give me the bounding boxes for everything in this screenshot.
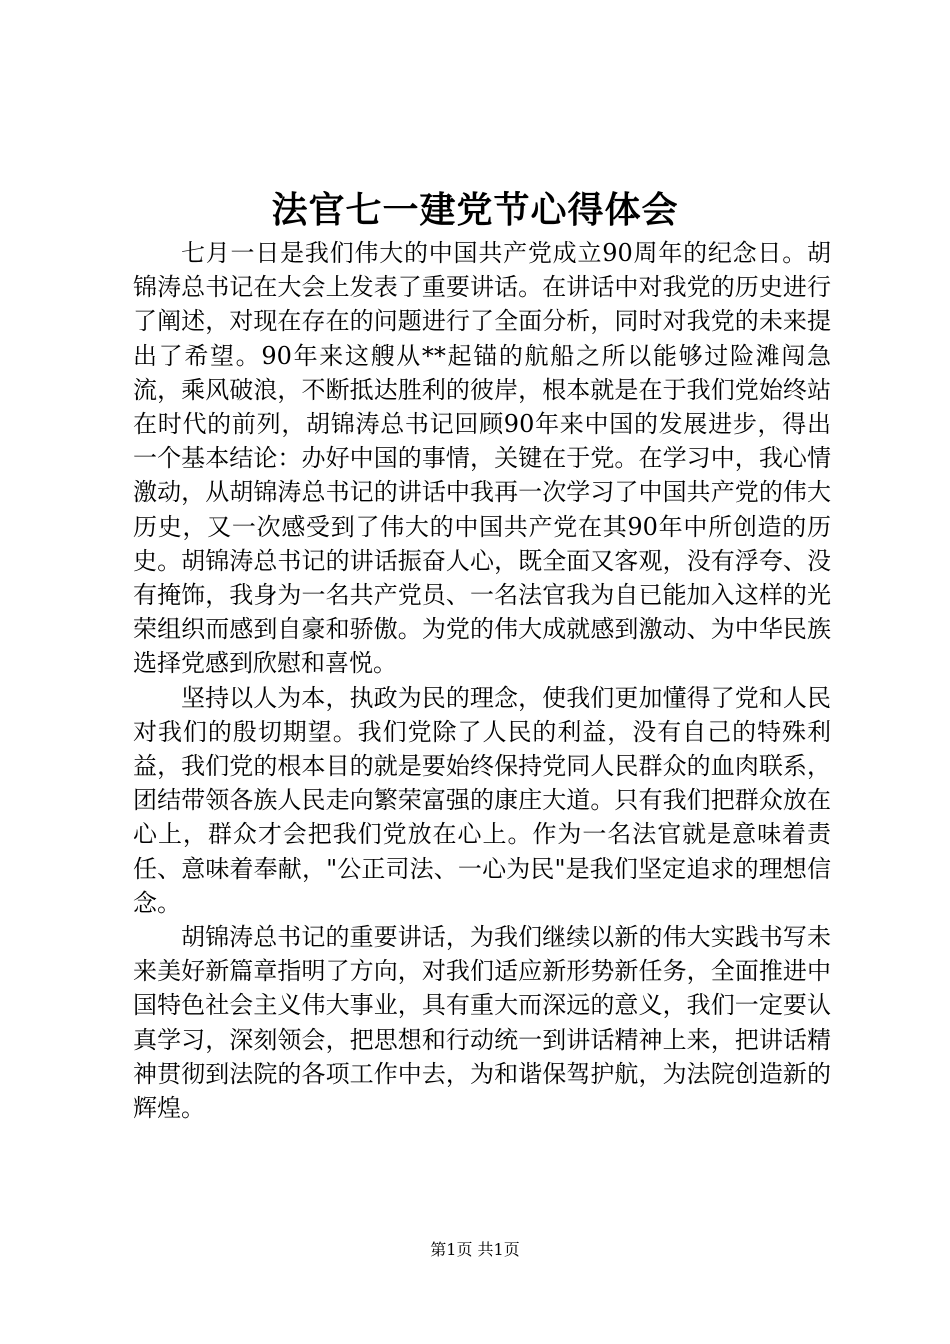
document-body [133,236,831,1125]
document-title: 法官七一建党节心得体会 [271,189,679,231]
paragraph-2: 坚持以人为本，执政为民的理念，使我们更加懂得了党和人民对我们的殷切期望。我们党除了人民的利益，没有自己的特殊利益，我们党的根本目的就是要始终保持党同人民群众的血肉联系，团结带领各族人民走向繁荣富强的康庄大道。只有我们把群众放在心上，群众才会把我们党放在心上。作为一名法官就是意味着责任、意味着奉献，"公正司法、一心为民"是我们坚定追求的理想信念。 [133,683,831,917]
paragraph-1: 七月一日是我们伟大的中国共产党成立90周年的纪念日。胡锦涛总书记在大会上发表了重要讲话。在讲话中对我党的历史进行了阐述，对现在存在的问题进行了全面分析，同时对我党的未来提出了希望。90年来这艘从**起锚的航船之所以能够过险滩闯急流，乘风破浪，不断抵达胜利的彼岸，根本就是在于我们党始终站在时代的前列，胡锦涛总书记回顾90年来中国的发展进步，得出一个基本结论：办好中国的事情，关键在于党。在学习中，我心情激动，从胡锦涛总书记的讲话中我再一次学习了中国共产党的伟大历史，又一次感受到了伟大的中国共产党在其90年中所创造的历史。胡锦涛总书记的讲话振奋人心，既全面又客观，没有浮夸、没有掩饰，我身为一名共产党员、一名法官我为自已能加入这样的光荣组织而感到自豪和骄傲。为党的伟大成就感到激动、为中华民族选择党感到欣慰和喜悦。 [133,239,831,678]
page-number-footer: 第1页 共1页 [430,1240,520,1259]
paragraph-3: 胡锦涛总书记的重要讲话，为我们继续以新的伟大实践书写未来美好新篇章指明了方向，对我们适应新形势新任务，全面推进中国特色社会主义伟大事业，具有重大而深远的意义，我们一定要认真学习，深刻领会，把思想和行动统一到讲话精神上来，把讲话精神贯彻到法院的各项工作中去，为和谐保驾护航，为法院创造新的辉煌。 [133,923,831,1123]
